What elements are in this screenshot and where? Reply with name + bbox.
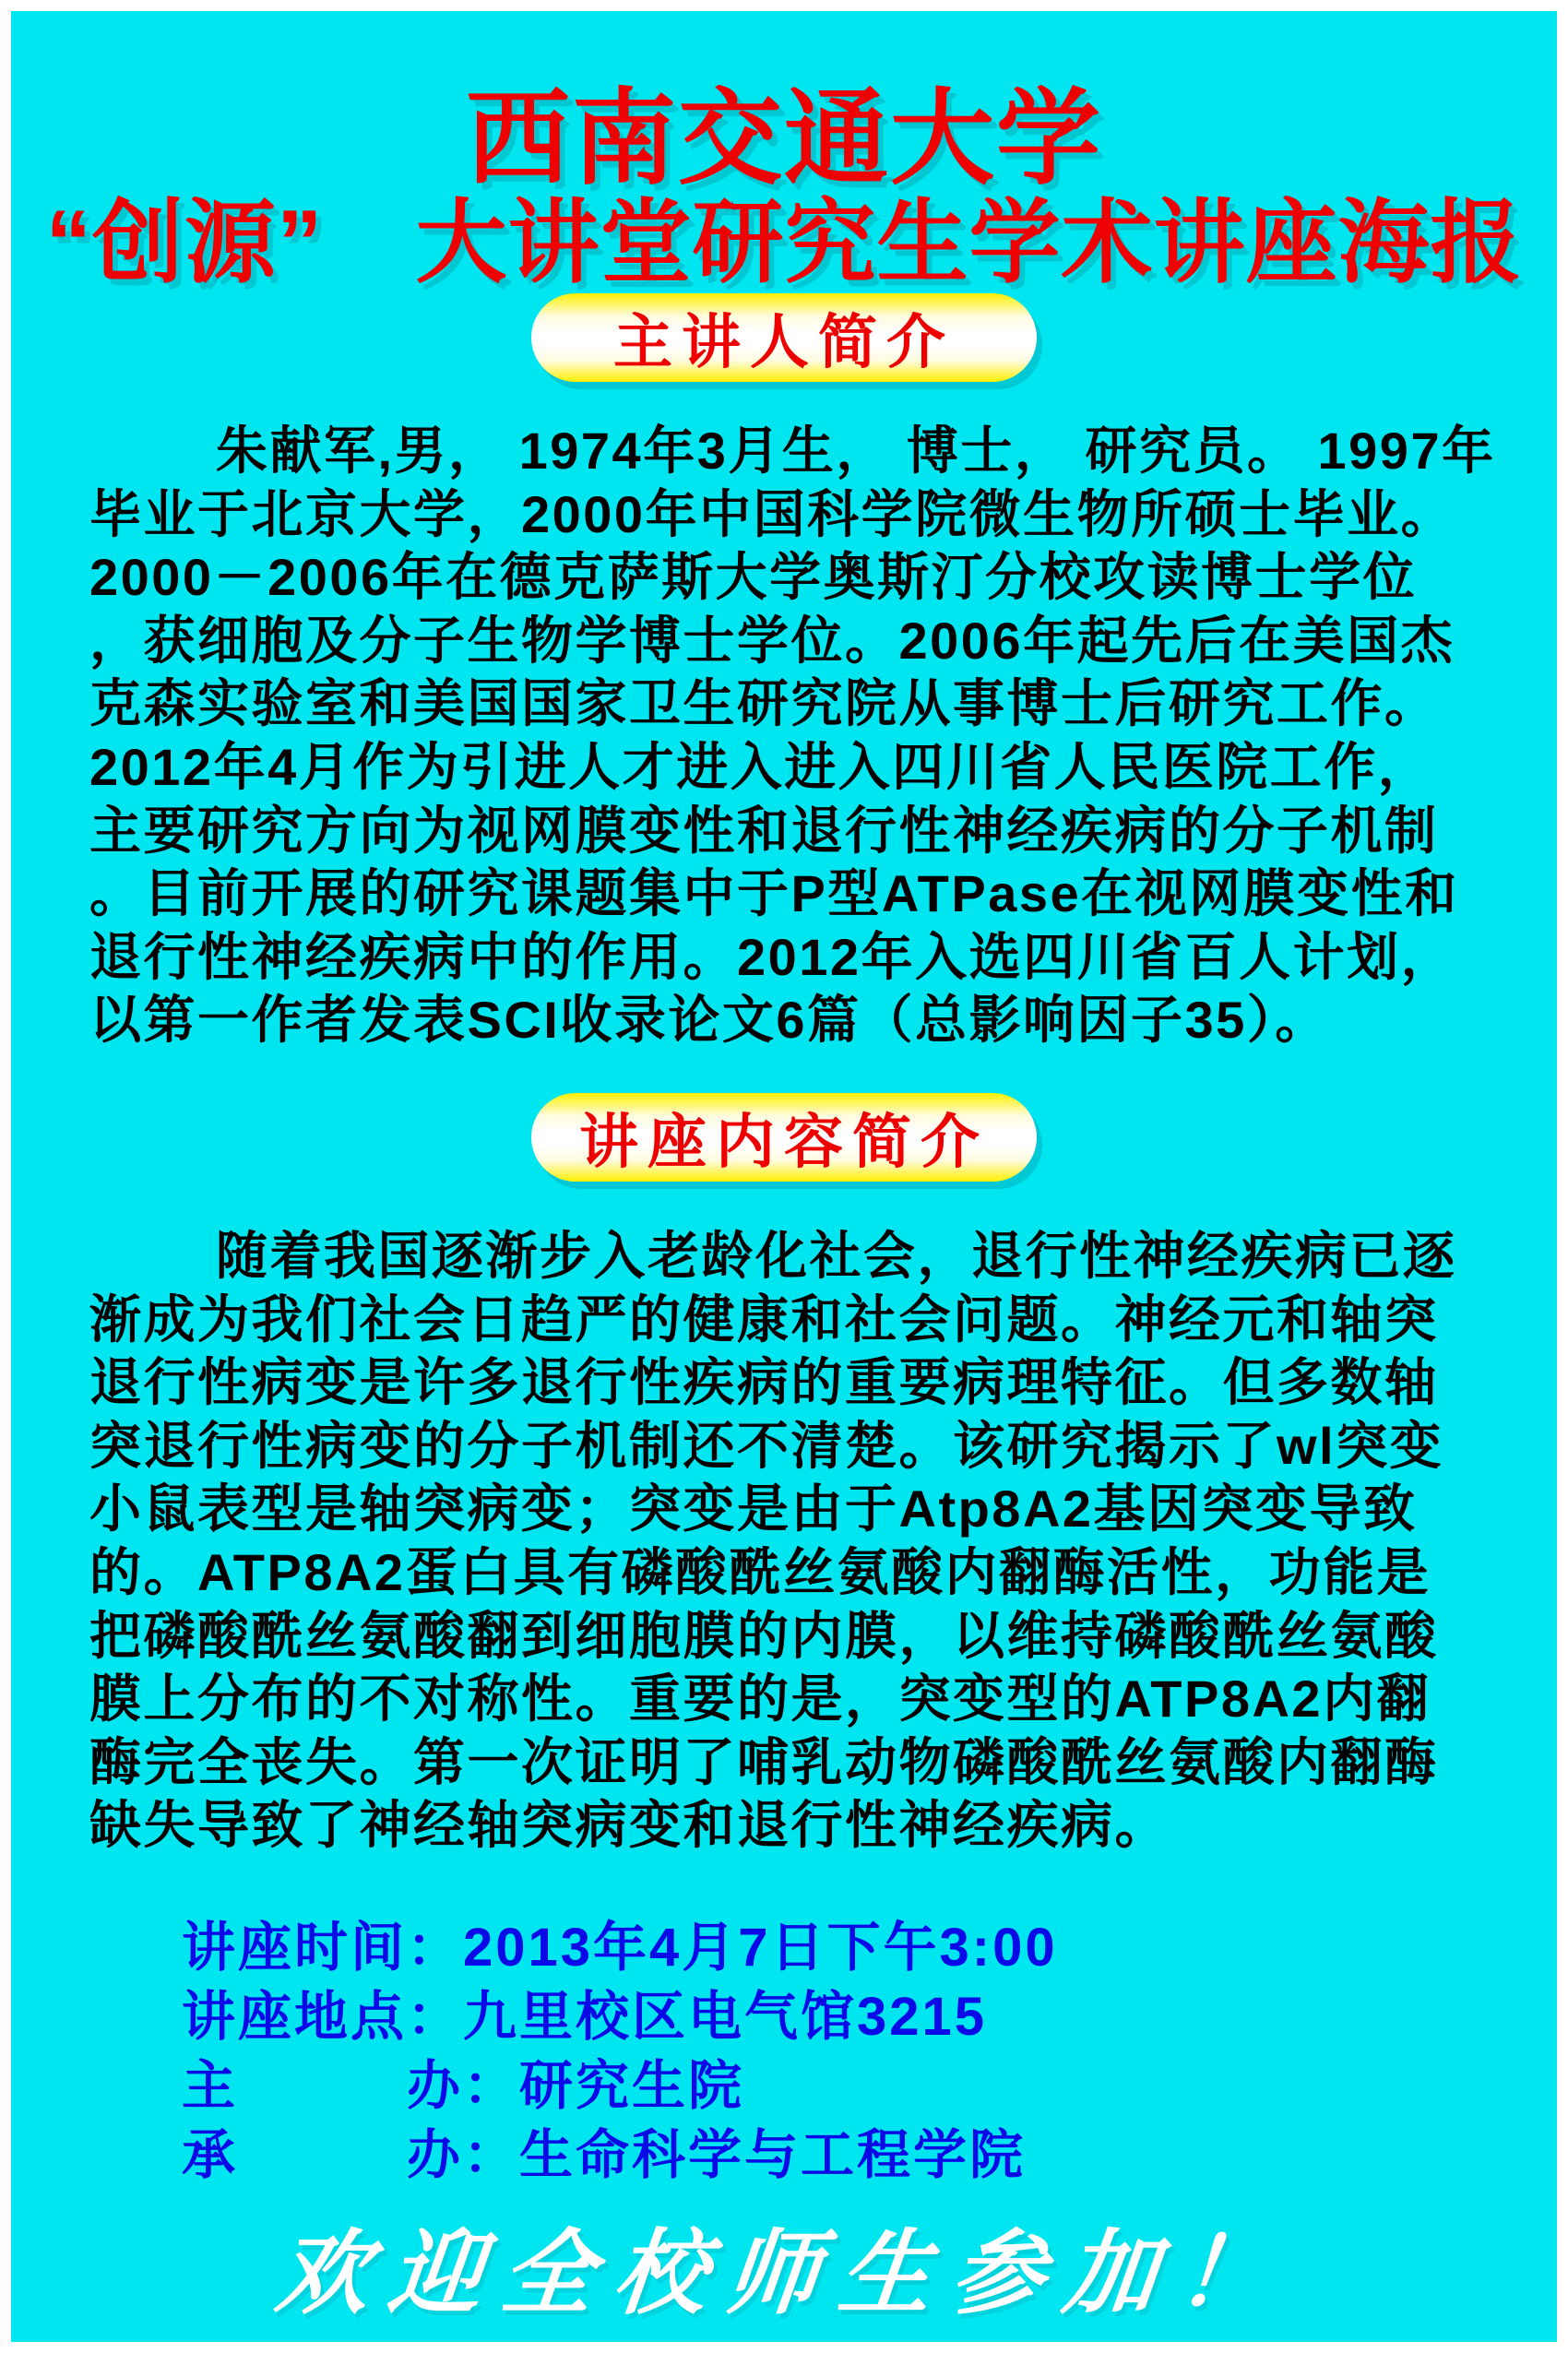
lecture-host: 主 办：研究生院 — [182, 2056, 745, 2116]
university-title: 西南交通大学 — [466, 80, 1102, 196]
content-intro-badge-label: 讲座内容简介 — [579, 1109, 989, 1175]
content-line: 随着我国逐渐步入老龄化社会，退行性神经疾病已逐 — [216, 1227, 1457, 1285]
content-line: 退行性病变是许多退行性疾病的重要病理特征。但多数轴 — [89, 1353, 1439, 1412]
lecture-time: 讲座时间：2013年4月7日下午3:00 — [182, 1918, 1058, 1978]
content-line: 小鼠表型是轴突病变；突变是由于Atp8A2基因突变导致 — [89, 1480, 1418, 1539]
lecture-organizer: 承 办：生命科学与工程学院 — [182, 2125, 1027, 2185]
content-line: 突退行性病变的分子机制还不清楚。该研究揭示了wl突变 — [89, 1416, 1444, 1475]
speaker-intro-badge-label: 主讲人简介 — [613, 309, 955, 375]
speaker-line: 。目前开展的研究课题集中于P型ATPase在视网膜变性和 — [89, 864, 1459, 923]
poster-background — [11, 11, 1557, 2342]
content-line: 的。ATP8A2蛋白具有磷酸酰丝氨酸内翻酶活性，功能是 — [89, 1542, 1431, 1601]
speaker-line: 朱献军,男， 1974年3月生， 博士， 研究员。 1997年 — [216, 422, 1496, 480]
content-line: 缺失导致了神经轴突病变和退行性神经疾病。 — [89, 1796, 1169, 1855]
lecture-place: 讲座地点：九里校区电气馆3215 — [182, 1987, 988, 2047]
speaker-intro-paragraph — [89, 420, 1496, 1052]
lecture-series-subtitle: “创源” 大讲堂研究生学术讲座海报 — [45, 191, 1523, 293]
speaker-line: 克森实验室和美国国家卫生研究院从事博士后研究工作。 — [89, 674, 1439, 733]
content-intro-paragraph — [89, 1225, 1468, 1858]
content-line: 酶完全丧失。第一次证明了哺乳动物磷酸酰丝氨酸内翻酶 — [89, 1732, 1439, 1791]
content-line: 渐成为我们社会日趋严的健康和社会问题。神经元和轴突 — [89, 1289, 1439, 1349]
speaker-line: 2012年4月作为引进人才进入进入四川省人民医院工作， — [89, 737, 1432, 796]
speaker-line: ，获细胞及分子生物学博士学位。2006年起先后在美国杰 — [89, 611, 1455, 670]
speaker-line: 主要研究方向为视网膜变性和退行性神经疾病的分子机制 — [89, 801, 1439, 860]
speaker-intro-badge — [531, 293, 1037, 382]
lecture-info-block — [182, 1913, 1058, 2190]
content-line: 把磷酸酰丝氨酸翻到细胞膜的内膜，以维持磷酸酰丝氨酸 — [89, 1606, 1439, 1665]
content-line: 膜上分布的不对称性。重要的是，突变型的ATP8A2内翻 — [89, 1670, 1431, 1729]
speaker-line: 2000－2006年在德克萨斯大学奥斯汀分校攻读博士学位 — [89, 548, 1418, 607]
speaker-line: 退行性神经疾病中的作用。2012年入选四川省百人计划， — [89, 927, 1455, 986]
welcome-message: 欢迎全校师生参加！ — [271, 2222, 1295, 2325]
content-intro-badge — [531, 1093, 1037, 1182]
speaker-line: 以第一作者发表SCI收录论文6篇（总影响因子35）。 — [89, 991, 1329, 1050]
speaker-line: 毕业于北京大学，2000年中国科学院微生物所硕士毕业。 — [89, 484, 1455, 543]
